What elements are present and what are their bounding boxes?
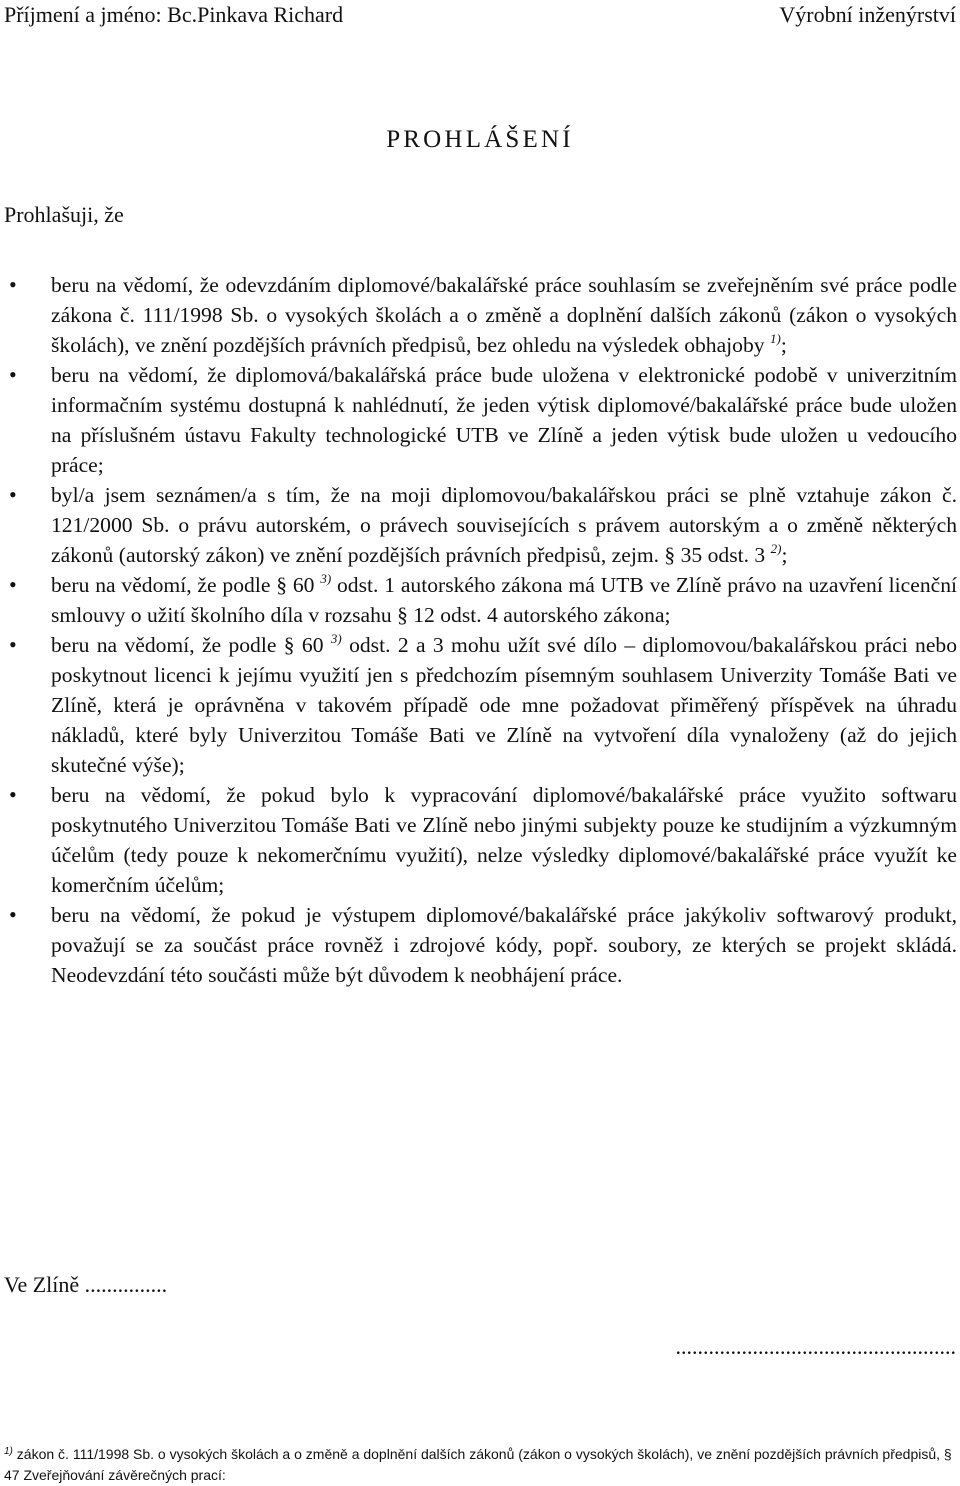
signature-line: ................................................... [675, 1334, 956, 1359]
list-item: • beru na vědomí, že pokud je výstupem diplomové/bakalářské práce jakýkoliv softwarový produkt, považují se za součást práce rovněž i zdrojové kódy, popř. soubory, ze kterých se projekt skládá. Neodevzdání této součásti může být důvodem k neobhájení práce. [51, 900, 957, 990]
list-item: • beru na vědomí, že odevzdáním diplomové/bakalářské práce souhlasím se zveřejněním své práce podle zákona č. 111/1998 Sb. o vysokých školách a o změně a doplnění dalších zákonů (zákon o vysokých školách), ve znění pozdějších právních předpisů, bez ohledu na výsledek obhajoby $^{1)}$; [51, 270, 957, 360]
page-title: PROHLÁŠENÍ [386, 126, 574, 153]
list-item: • beru na vědomí, že pokud bylo k vypracování diplomové/bakalářské práce využito softwaru poskytnutého Univerzitou Tomáše Bati ve Zlíně nebo jinými subjekty pouze ke studijním a výzkumným účelům (tedy pouze k nekomerčnímu využití), nelze výsledky diplomové/bakalářské práce využít ke komerčním účelům; [51, 780, 957, 900]
footnote [4, 1444, 958, 1486]
footnote-ref: 1) [769, 331, 781, 346]
place-date-line: Ve Zlíně ............... [4, 1272, 168, 1297]
footnote-ref: 2) [770, 541, 782, 556]
list-item: • beru na vědomí, že podle § 60 $^{3)}$ odst. 2 a 3 mohu užít své dílo – diplomovou/bakalářskou práci nebo poskytnout licenci k jejímu využití jen s předchozím písemným souhlasem Univerzity Tomáše Bati ve Zlíně, která je oprávněna v takovém případě ode mne požadovat přiměřený příspěvek na úhradu nákladů, které byly Univerzitou Tomáše Bati ve Zlíně na vytvoření díla vynaloženy (až do jejich skutečné výše); [51, 630, 957, 780]
list-item: • beru na vědomí, že podle § 60 $^{3)}$ odst. 1 autorského zákona má UTB ve Zlíně právo na uzavření licenční smlouvy o užití školního díla v rozsahu § 12 odst. 4 autorského zákona; [51, 570, 957, 630]
study-program: Výrobní inženýrství [779, 2, 956, 27]
declaration-list [0, 270, 960, 990]
list-item: • beru na vědomí, že diplomová/bakalářská práce bude uložena v elektronické podobě v univerzitním informačním systému dostupná k nahlédnutí, že jeden výtisk diplomové/bakalářské práce bude uložen na příslušném ústavu Fakulty technologické UTB ve Zlíně a jeden výtisk bude uložen u vedoucího práce; [51, 360, 957, 480]
list-item: • byl/a jsem seznámen/a s tím, že na moji diplomovou/bakalářskou práci se plně vztahuje zákon č. 121/2000 Sb. o právu autorském, o právech souvisejících s právem autorským a o změně některých zákonů (autorský zákon) ve znění pozdějších právních předpisů, zejm. § 35 odst. 3 $^{2)}$; [51, 480, 957, 570]
footnote-marker: 1) [4, 1446, 13, 1457]
footnote-ref: 3) [330, 631, 342, 646]
page-header [0, 0, 960, 30]
intro-text: Prohlašuji, že [4, 202, 124, 227]
footnote-text: zákon č. 111/1998 Sb. o vysokých školách a o změně a doplnění dalších zákonů (zákon o vysokých školách), ve znění pozdějších právních předpisů, § 47 Zveřejňování závěrečných prací: [4, 1446, 952, 1483]
footnote-ref: 3) [320, 571, 332, 586]
student-name: Příjmení a jméno: Bc.Pinkava Richard [4, 2, 344, 27]
